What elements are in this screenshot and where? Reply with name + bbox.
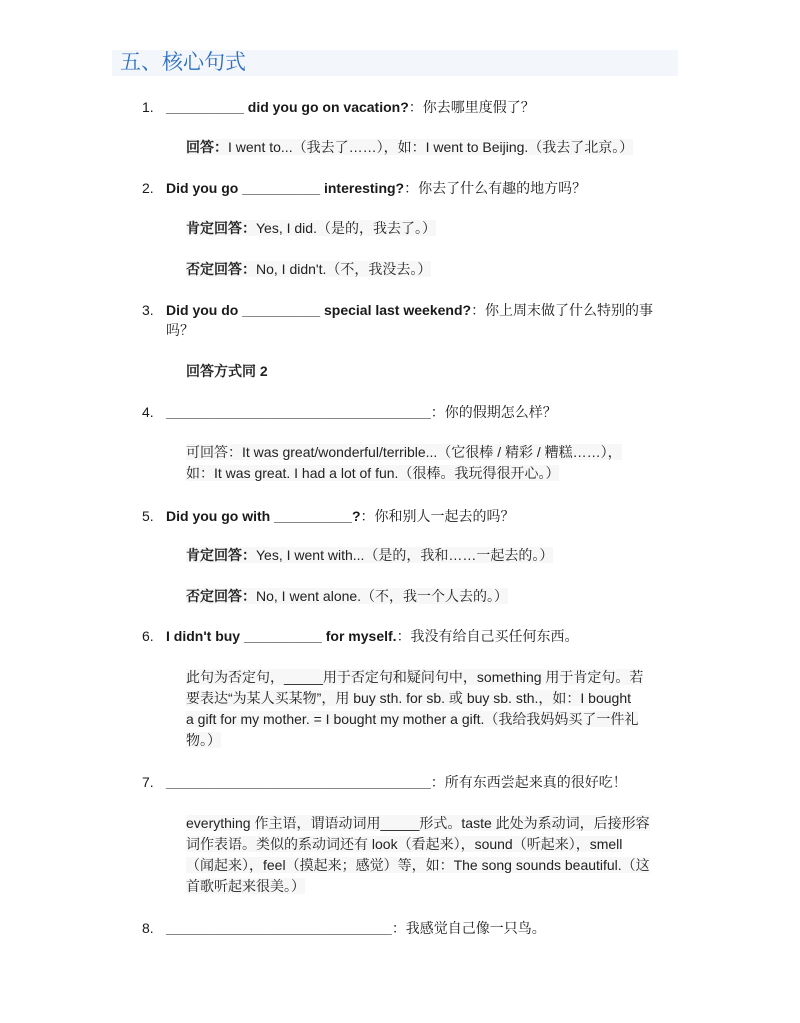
question-english: did you go on vacation? xyxy=(243,99,409,115)
answer-label: 否定回答： xyxy=(186,588,256,604)
answer-note-2a xyxy=(186,218,682,239)
answer-blank: __________ xyxy=(166,99,244,115)
answer-text: Yes, I went with...（是的，我和……一起去的。） xyxy=(256,547,554,563)
question-chinese: ：我没有给自己买任何东西。 xyxy=(396,628,579,644)
answer-blank: __________ xyxy=(274,508,352,524)
note-line: （闻起来），feel（摸起来；感觉）等，如：The song sounds beautiful.（这 xyxy=(186,857,650,873)
question-chinese: ：所有东西尝起来真的很好吃！ xyxy=(430,774,627,790)
question-chinese: ：我感觉自己像一只鸟。 xyxy=(391,920,546,936)
answer-label: 回答： xyxy=(186,139,228,155)
answer-blank: __________ xyxy=(242,180,321,196)
answer-text: 回答方式同 2 xyxy=(186,363,268,379)
question-number: 4. xyxy=(142,404,154,420)
answer-note-1 xyxy=(186,137,682,158)
note-line: 词作表语。类似的系动词还有 look（看起来），sound（听起来），smell xyxy=(186,836,623,852)
note-line: 要表达“为某人买某物”，用 buy sth. for sb. 或 buy sb. sth.，如：I bought xyxy=(186,690,632,706)
answer-note-6 xyxy=(186,667,682,751)
question-chinese: ：你上周末做了什么特别的事 xyxy=(471,302,654,318)
question-english-cont: special last weekend? xyxy=(320,302,472,318)
answer-label: 肯定回答： xyxy=(186,547,256,563)
answer-blank: __________ xyxy=(242,302,321,318)
answer-blank: __________ xyxy=(243,628,322,644)
answer-label: 否定回答： xyxy=(186,261,256,277)
question-english: Did you go xyxy=(166,180,243,196)
question-chinese: ：你的假期怎么样？ xyxy=(430,404,557,420)
question-chinese-cont: 吗？ xyxy=(166,322,194,338)
question-number: 5. xyxy=(142,508,154,524)
question-number: 3. xyxy=(142,302,154,318)
answer-note-5b xyxy=(186,586,682,607)
answer-blank: __________________________________ xyxy=(166,404,431,420)
question-number: 7. xyxy=(142,774,154,790)
note-line: 可回答：It was great/wonderful/terrible...（它很棒 / 精彩 / 糟糕……）， xyxy=(186,444,622,460)
question-chinese: ：你和别人一起去的吗？ xyxy=(360,508,515,524)
section-heading: 五、核心句式 xyxy=(112,50,678,76)
answer-blank: _____________________________ xyxy=(166,920,392,936)
question-english-cont: for myself. xyxy=(321,628,397,644)
answer-text: Yes, I did.（是的，我去了。） xyxy=(256,220,436,236)
answer-note-4 xyxy=(186,442,682,484)
question-number: 1. xyxy=(142,99,154,115)
note-line: 首歌听起来很美。） xyxy=(186,878,305,894)
question-number: 2. xyxy=(142,180,154,196)
question-english: Did you do xyxy=(166,302,243,318)
question-number: 8. xyxy=(142,920,154,936)
question-chinese: ：你去了什么有趣的地方吗？ xyxy=(404,180,587,196)
answer-blank: __________________________________ xyxy=(166,774,431,790)
answer-note-3 xyxy=(186,361,682,382)
answer-text: I went to...（我去了……），如：I went to Beijing.（我去了北京。） xyxy=(228,139,634,155)
question-english: I didn't buy xyxy=(166,628,244,644)
answer-label: 肯定回答： xyxy=(186,220,256,236)
question-chinese: ：你去哪里度假了？ xyxy=(408,99,535,115)
question-english-cont: interesting? xyxy=(320,180,405,196)
answer-note-2b xyxy=(186,259,682,280)
question-number: 6. xyxy=(142,628,154,644)
answer-note-5a xyxy=(186,545,682,566)
note-line: everything 作主语，谓语动词用_____形式。taste 此处为系动词，后接形容 xyxy=(186,815,650,831)
answer-text: No, I didn't.（不，我没去。） xyxy=(256,261,432,277)
question-english: Did you go with xyxy=(166,508,275,524)
note-line: a gift for my mother. = I bought my mother a gift.（我给我妈妈买了一件礼 xyxy=(186,711,639,727)
answer-text: No, I went alone.（不，我一个人去的。） xyxy=(256,588,509,604)
question-english-cont: ? xyxy=(351,508,361,524)
note-line: 物。） xyxy=(186,732,221,748)
answer-note-7 xyxy=(186,813,682,897)
note-line: 此句为否定句，_____用于否定句和疑问句中，something 用于肯定句。若 xyxy=(186,669,644,685)
note-line: 如：It was great. I had a lot of fun.（很棒。我玩得很开心。） xyxy=(186,465,560,481)
